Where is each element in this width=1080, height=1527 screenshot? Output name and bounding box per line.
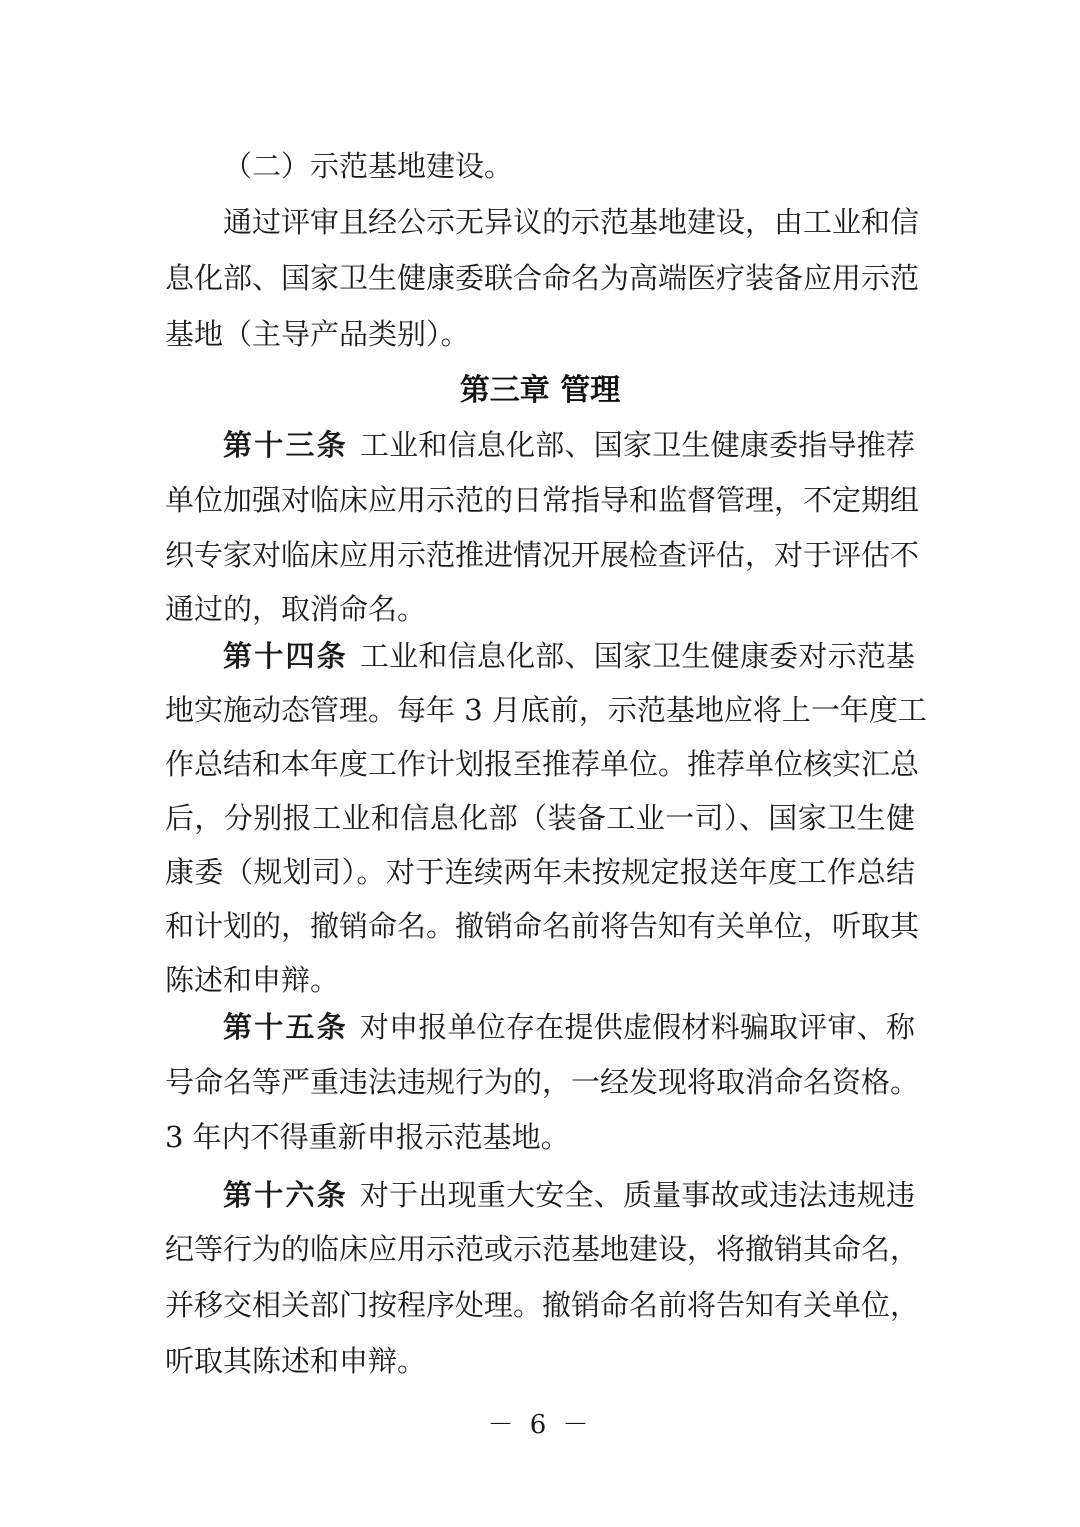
paragraph-line: 通过的，取消命名。 [165,592,427,626]
article-first-line [223,1007,915,1047]
article-first-line [223,1175,915,1215]
article-first-line [223,636,915,676]
article-text: 对于出现重大安全、质量事故或违法违规违 [359,1178,915,1212]
article-text: 工业和信息化部、国家卫生健康委对示范基 [359,639,915,673]
chapter-heading: 第三章 管理 [459,373,621,408]
paragraph-line: 息化部、国家卫生健康委联合命名为高端医疗装备应用示范 [165,261,920,295]
article-text: 工业和信息化部、国家卫生健康委指导推荐 [359,428,915,462]
paragraph-line: 陈述和申辩。 [165,963,340,997]
article-label: 第十三条 [223,428,348,462]
page-number: － 6 － [487,1410,593,1440]
article-label: 第十六条 [223,1178,348,1212]
paragraph-line: 通过评审且经公示无异议的示范基地建设，由工业和信 [223,205,920,239]
paragraph-line: 并移交相关部门按程序处理。撤销命名前将告知有关单位， [165,1288,920,1322]
article-text: 对申报单位存在提供虚假材料骗取评审、称 [359,1010,915,1044]
paragraph-line: 听取其陈述和申辩。 [165,1344,427,1378]
paragraph-line: 康委（规划司）。对于连续两年未按规定报送年度工作总结 [165,855,915,889]
paragraph-line: 织专家对临床应用示范推进情况开展检查评估，对于评估不 [165,538,920,572]
article-label: 第十五条 [223,1010,348,1044]
paragraph-line: 3 年内不得重新申报示范基地。 [165,1120,570,1154]
paragraph-line: 后，分别报工业和信息化部（装备工业一司）、国家卫生健 [165,801,915,835]
paragraph-line: 地实施动态管理。每年 3 月底前，示范基地应将上一年度工 [165,693,927,727]
paragraph-line: 纪等行为的临床应用示范或示范基地建设，将撤销其命名， [165,1232,920,1266]
paragraph-line: 作总结和本年度工作计划报至推荐单位。推荐单位核实汇总 [165,747,920,781]
paragraph-line: 和计划的，撤销命名。撤销命名前将告知有关单位，听取其 [165,909,920,943]
paragraph-line: 单位加强对临床应用示范的日常指导和监督管理，不定期组 [165,483,920,517]
article-label: 第十四条 [223,639,348,673]
paragraph-line: 号命名等严重违法违规行为的，一经发现将取消命名资格。 [165,1065,920,1099]
section-title: （二）示范基地建设。 [223,149,514,183]
article-first-line [223,425,915,465]
paragraph-line: 基地（主导产品类别）。 [165,317,470,351]
